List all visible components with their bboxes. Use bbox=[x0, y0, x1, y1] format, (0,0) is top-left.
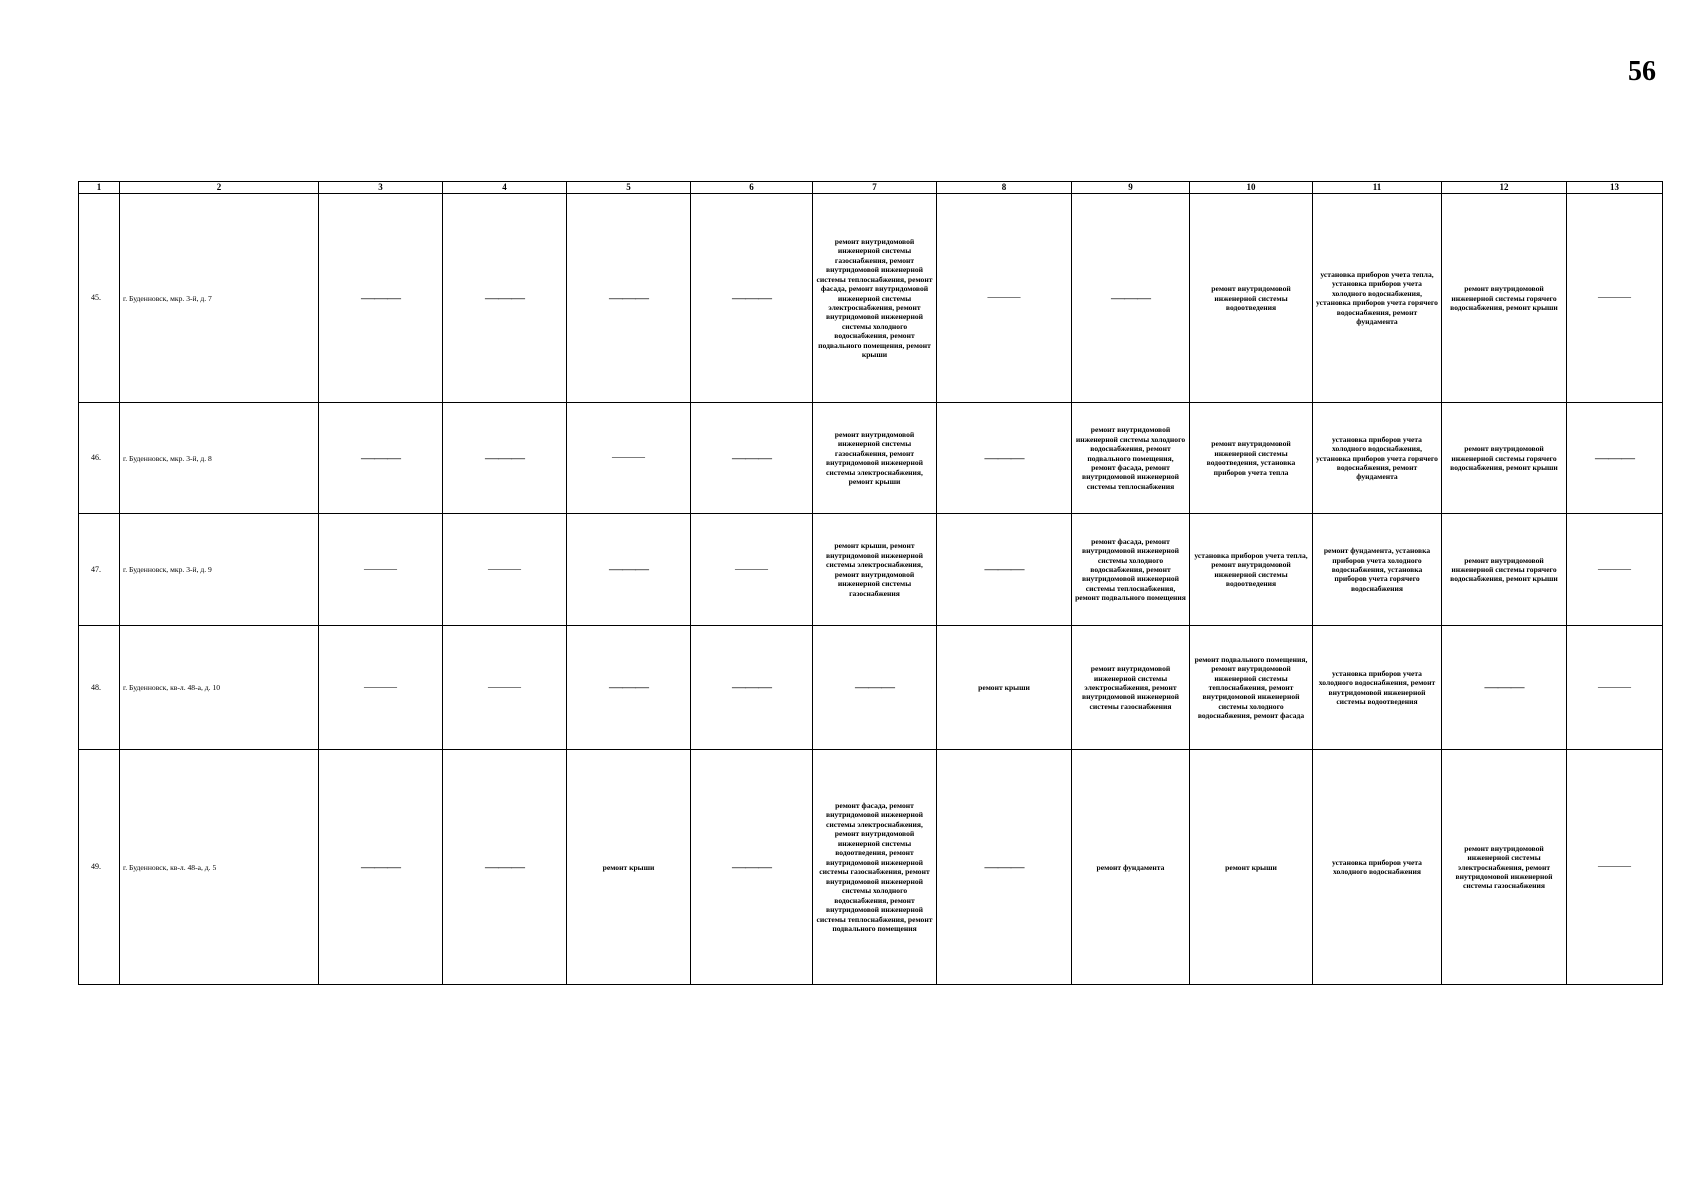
repair-schedule-table bbox=[78, 181, 1663, 985]
column-header-2: 2 bbox=[120, 182, 319, 194]
row-cell-9 bbox=[1072, 194, 1190, 403]
row-cell-4 bbox=[443, 194, 567, 403]
row-cell-12: ремонт внутридомовой инженерной системы горячего водоснабжения, ремонт крыши bbox=[1442, 514, 1567, 626]
table-row bbox=[79, 626, 1663, 750]
empty-dash: ——— bbox=[609, 290, 648, 306]
row-cell-11: установка приборов учета холодного водоснабжения, установка приборов учета горячего водоснабжения, ремонт фундамента bbox=[1313, 403, 1442, 514]
row-cell-5: ремонт крыши bbox=[567, 750, 691, 985]
row-cell-7: ремонт внутридомовой инженерной системы газоснабжения, ремонт внутридомовой инженерной системы теплоснабжения, ремонт фасада, ремонт внутридомовой инженерной системы электроснабжения, ремонт внутридомовой инженерной системы холодного водоснабжения, ремонт подвального помещения, ремонт крыши bbox=[813, 194, 937, 403]
row-cell-11: установка приборов учета тепла, установка приборов учета холодного водоснабжения, установка приборов учета горячего водоснабжения, ремонт фундамента bbox=[1313, 194, 1442, 403]
row-number: 46. bbox=[79, 403, 120, 514]
column-header-13: 13 bbox=[1567, 182, 1663, 194]
row-cell-3 bbox=[319, 403, 443, 514]
empty-dash: ——— bbox=[1595, 450, 1634, 466]
row-cell-10: ремонт внутридомовой инженерной системы водоотведения bbox=[1190, 194, 1313, 403]
empty-dash: ——— bbox=[485, 859, 524, 875]
row-cell-9: ремонт внутридомовой инженерной системы электроснабжения, ремонт внутридомовой инженерной системы газоснабжения bbox=[1072, 626, 1190, 750]
row-cell-7 bbox=[813, 626, 937, 750]
column-header-10: 10 bbox=[1190, 182, 1313, 194]
row-cell-5 bbox=[567, 403, 691, 514]
row-cell-8 bbox=[937, 403, 1072, 514]
row-cell-9: ремонт фасада, ремонт внутридомовой инженерной системы холодного водоснабжения, ремонт внутридомовой инженерной системы теплоснабжения, ремонт подвального помещения bbox=[1072, 514, 1190, 626]
row-number: 45. bbox=[79, 194, 120, 403]
row-address: г. Буденновск, мкр. 3-й, д. 7 bbox=[120, 194, 319, 403]
column-header-6: 6 bbox=[691, 182, 813, 194]
empty-dash: ——— bbox=[1111, 290, 1150, 306]
empty-dash: ——— bbox=[984, 859, 1024, 875]
row-cell-9: ремонт фундамента bbox=[1072, 750, 1190, 985]
row-cell-6 bbox=[691, 194, 813, 403]
column-header-4: 4 bbox=[443, 182, 567, 194]
row-cell-3 bbox=[319, 626, 443, 750]
empty-dash: ——— bbox=[732, 680, 771, 695]
column-header-12: 12 bbox=[1442, 182, 1567, 194]
row-cell-12: ремонт внутридомовой инженерной системы горячего водоснабжения, ремонт крыши bbox=[1442, 403, 1567, 514]
empty-dash: ——— bbox=[984, 562, 1024, 577]
empty-dash: ——— bbox=[488, 562, 521, 575]
row-cell-13 bbox=[1567, 750, 1663, 985]
row-cell-6 bbox=[691, 514, 813, 626]
row-cell-8 bbox=[937, 194, 1072, 403]
row-cell-11: ремонт фундамента, установка приборов учета холодного водоснабжения, установка приборов учета горячего водоснабжения bbox=[1313, 514, 1442, 626]
table-row bbox=[79, 750, 1663, 985]
empty-dash: ——— bbox=[364, 680, 397, 693]
column-number-row bbox=[79, 182, 1663, 194]
row-cell-3 bbox=[319, 194, 443, 403]
column-header-7: 7 bbox=[813, 182, 937, 194]
row-address: г. Буденновск, мкр. 3-й, д. 8 bbox=[120, 403, 319, 514]
row-cell-11: установка приборов учета холодного водоснабжения bbox=[1313, 750, 1442, 985]
row-cell-4 bbox=[443, 626, 567, 750]
column-header-9: 9 bbox=[1072, 182, 1190, 194]
row-cell-5 bbox=[567, 194, 691, 403]
row-cell-8: ремонт крыши bbox=[937, 626, 1072, 750]
empty-dash: ——— bbox=[1484, 680, 1524, 695]
row-cell-10: установка приборов учета тепла, ремонт внутридомовой инженерной системы водоотведения bbox=[1190, 514, 1313, 626]
row-cell-7: ремонт фасада, ремонт внутридомовой инженерной системы электроснабжения, ремонт внутридомовой инженерной системы водоотведения, ремонт внутридомовой инженерной системы газоснабжения, ремонт внутридомовой инженерной системы холодного водоснабжения, ремонт внутридомовой инженерной системы теплоснабжения, ремонт подвального помещения bbox=[813, 750, 937, 985]
row-number: 48. bbox=[79, 626, 120, 750]
row-cell-6 bbox=[691, 626, 813, 750]
row-cell-4 bbox=[443, 403, 567, 514]
row-cell-10: ремонт подвального помещения, ремонт внутридомовой инженерной системы теплоснабжения, ремонт внутридомовой инженерной системы холодного водоснабжения, ремонт фасада bbox=[1190, 626, 1313, 750]
column-header-1: 1 bbox=[79, 182, 120, 194]
row-cell-12: ремонт внутридомовой инженерной системы горячего водоснабжения, ремонт крыши bbox=[1442, 194, 1567, 403]
row-cell-13 bbox=[1567, 403, 1663, 514]
row-cell-5 bbox=[567, 626, 691, 750]
empty-dash: ——— bbox=[855, 680, 894, 695]
empty-dash: ——— bbox=[485, 450, 524, 466]
empty-dash: ——— bbox=[732, 450, 771, 466]
table-row bbox=[79, 514, 1663, 626]
row-cell-4 bbox=[443, 750, 567, 985]
empty-dash: ——— bbox=[1598, 291, 1631, 304]
column-header-3: 3 bbox=[319, 182, 443, 194]
empty-dash: ——— bbox=[361, 290, 400, 306]
row-cell-10: ремонт внутридомовой инженерной системы водоотведения, установка приборов учета тепла bbox=[1190, 403, 1313, 514]
table-row bbox=[79, 194, 1663, 403]
row-address: г. Буденновск, кв-л. 48-а, д. 10 bbox=[120, 626, 319, 750]
empty-dash: ——— bbox=[609, 680, 648, 695]
empty-dash: ——— bbox=[732, 859, 771, 875]
column-header-11: 11 bbox=[1313, 182, 1442, 194]
table-row bbox=[79, 403, 1663, 514]
empty-dash: ——— bbox=[987, 291, 1021, 304]
row-cell-13 bbox=[1567, 626, 1663, 750]
row-cell-6 bbox=[691, 403, 813, 514]
row-cell-9: ремонт внутридомовой инженерной системы холодного водоснабжения, ремонт подвального помещения, ремонт фасада, ремонт внутридомовой инженерной системы теплоснабжения bbox=[1072, 403, 1190, 514]
row-address: г. Буденновск, мкр. 3-й, д. 9 bbox=[120, 514, 319, 626]
empty-dash: ——— bbox=[735, 562, 768, 575]
empty-dash: ——— bbox=[612, 451, 645, 464]
row-number: 49. bbox=[79, 750, 120, 985]
empty-dash: ——— bbox=[361, 859, 400, 875]
empty-dash: ——— bbox=[364, 562, 397, 575]
empty-dash: ——— bbox=[488, 680, 521, 693]
empty-dash: ——— bbox=[732, 290, 771, 306]
empty-dash: ——— bbox=[609, 562, 648, 577]
empty-dash: ——— bbox=[1598, 562, 1631, 575]
row-cell-13 bbox=[1567, 514, 1663, 626]
column-header-5: 5 bbox=[567, 182, 691, 194]
row-cell-12: ремонт внутридомовой инженерной системы электроснабжения, ремонт внутридомовой инженерной системы газоснабжения bbox=[1442, 750, 1567, 985]
page-number: 56 bbox=[1628, 56, 1656, 87]
row-cell-5 bbox=[567, 514, 691, 626]
row-cell-3 bbox=[319, 514, 443, 626]
row-address: г. Буденновск, кв-л. 48-а, д. 5 bbox=[120, 750, 319, 985]
row-cell-12 bbox=[1442, 626, 1567, 750]
empty-dash: ——— bbox=[984, 450, 1024, 466]
row-cell-8 bbox=[937, 514, 1072, 626]
empty-dash: ——— bbox=[1598, 680, 1631, 693]
row-cell-4 bbox=[443, 514, 567, 626]
empty-dash: ——— bbox=[1598, 860, 1631, 873]
row-cell-7: ремонт крыши, ремонт внутридомовой инженерной системы электроснабжения, ремонт внутридомовой инженерной системы газоснабжения bbox=[813, 514, 937, 626]
row-cell-3 bbox=[319, 750, 443, 985]
row-cell-7: ремонт внутридомовой инженерной системы газоснабжения, ремонт внутридомовой инженерной системы электроснабжения, ремонт крыши bbox=[813, 403, 937, 514]
row-cell-6 bbox=[691, 750, 813, 985]
row-cell-10: ремонт крыши bbox=[1190, 750, 1313, 985]
row-number: 47. bbox=[79, 514, 120, 626]
column-header-8: 8 bbox=[937, 182, 1072, 194]
row-cell-11: установка приборов учета холодного водоснабжения, ремонт внутридомовой инженерной системы водоотведения bbox=[1313, 626, 1442, 750]
row-cell-8 bbox=[937, 750, 1072, 985]
row-cell-13 bbox=[1567, 194, 1663, 403]
empty-dash: ——— bbox=[485, 290, 524, 306]
empty-dash: ——— bbox=[361, 450, 400, 466]
